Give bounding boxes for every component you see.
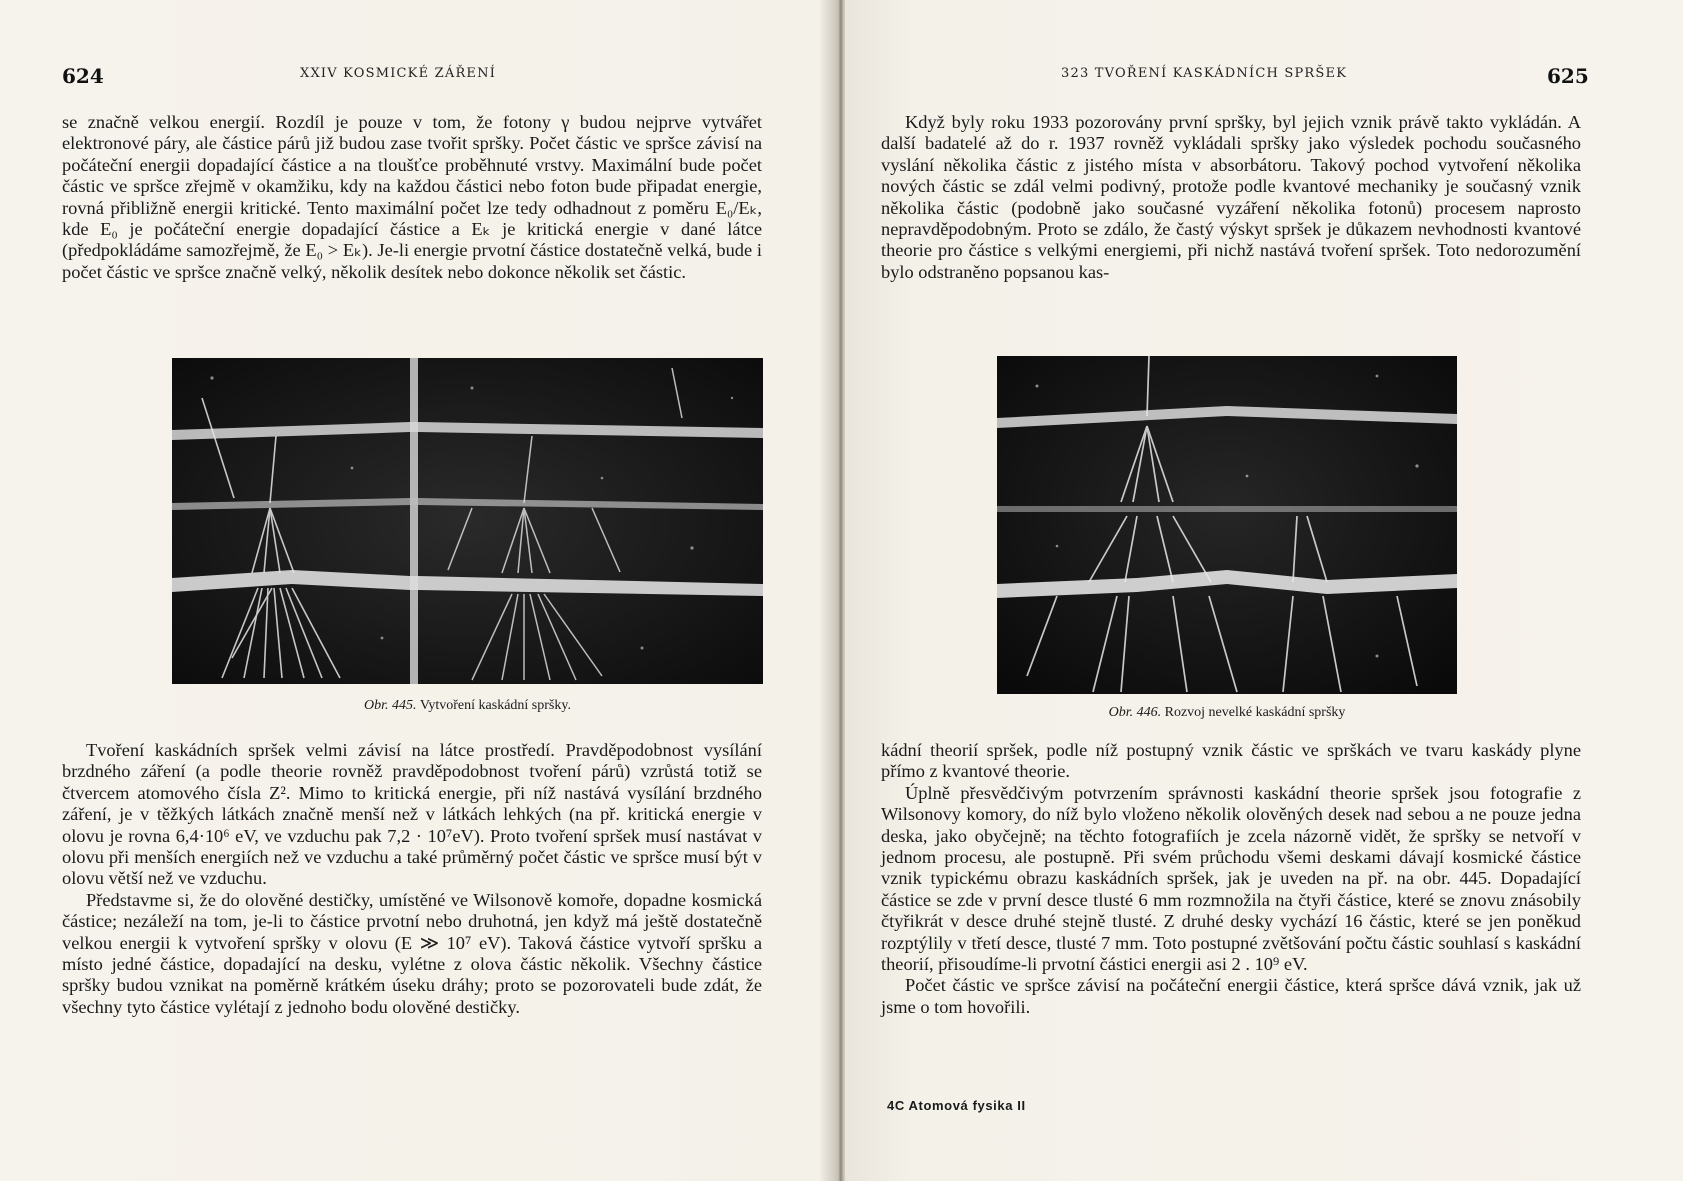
right-text-bottom	[881, 740, 1581, 1018]
left-page	[0, 0, 835, 1181]
figure-445-illustration	[172, 358, 763, 684]
figure-446-photo	[997, 356, 1457, 694]
figure-445-photo	[172, 358, 763, 684]
left-paragraph-1: se značně velkou energií. Rozdíl je pouze v tom, že fotony γ budou nejprve vytvářet elektronové páry, ale částice párů již budou zase tvořit spršky. Počet částic ve spršce závisí na počáteční energii dopadající částice a na tloušťce proběhnuté vrstvy. Maximální bude počet částic ve spršce zřejmě v okamžiku, kdy na každou částici nebo foton bude připadat energie, rovná přibližně energii kritické. Tento maximální počet lze tedy odhadnout z poměru E₀/Eₖ, kde E₀ je počáteční energie dopadající částice a Eₖ je kritická energie v dané látce (předpokládáme samozřejmě, že E₀ > Eₖ). Je-li energie prvotní částice dostatečně velká, bude i počet částic ve spršce značně velký, několik desítek nebo dokonce několik set částic.	[62, 112, 762, 282]
left-text-bottom	[62, 740, 762, 1018]
figure-446-caption-text: Rozvoj nevelké kaskádní spršky	[1164, 705, 1346, 720]
left-text-top	[62, 112, 762, 283]
right-paragraph-4: Počet částic ve spršce závisí na počáteční energii částice, která spršce dává vznik, jak už jsme o tom hovořili.	[881, 975, 1581, 1017]
figure-445-caption-text: Vytvoření kaskádní spršky.	[419, 698, 571, 713]
left-page-number: 624	[62, 64, 104, 88]
left-running-head: XXIV KOSMICKÉ ZÁŘENÍ	[300, 66, 497, 81]
right-page-number: 625	[1547, 64, 1589, 88]
right-paragraph-1: Když byly roku 1933 pozorovány první spršky, byl jejich vznik právě takto vykládán. A další badatelé až do r. 1937 rovněž vykládali spršky jako výsledek pochodu současného vyslání několika částic z jistého místa v absorbátoru. Takový pochod vytvoření několika nových částic se zdál velmi podivný, protože podle kvantové mechaniky je současný vznik několika částic (podobně jako současné vyzáření několika fotonů) procesem naprosto nepravděpodobným. Proto se zdálo, že častý výskyt spršek je důkazem nevhodnosti kvantové theorie pro částice s velkými energiemi, při nichž nastává tvoření spršek. Toto nedorozumění bylo odstraněno popsanou kas-	[881, 112, 1581, 282]
right-page	[845, 0, 1683, 1181]
figure-446-caption	[997, 705, 1457, 721]
figure-446-illustration	[997, 356, 1457, 694]
left-paragraph-3: Představme si, že do olověné destičky, umístěné ve Wilsonově komoře, dopadne kosmická částice; nezáleží na tom, je-li to částice prvotní nebo druhotná, jen když má ještě dostatečně velkou energii k vytvoření spršky v olovu (E ≫ 10⁷ eV). Taková částice vytvoří spršku a místo jedné částice, dopadající na desku, vylétne z olova částic několik. Všechny částice spršky budou vznikat na poměrně krátkém úseku dráhy; proto se pozorovateli bude zdát, že všechny tyto částice vylétají z jednoho bodu olověné destičky.	[62, 889, 762, 1017]
right-paragraph-3: Úplně přesvědčivým potvrzením správnosti kaskádní theorie spršek jsou fotografie z Wilsonovy komory, do níž bylo vloženo několik olověných desek nad sebou a ne pouze jedna deska, jako obyčejně; na těchto fotografiích je zcela názorně vidět, že spršky se netvoří v jednom procesu, ale postupně. Při svém průchodu všemi deskami dávají kosmické částice vznik typickému obrazu kaskádních spršek, jak je uveden na př. na obr. 445. Dopadající částice se zde v první desce tlusté 6 mm rozmnožila na čtyři částice, které se znovu znásobily čtyřikrát v desce druhé stejně tlusté. Z druhé desky vychází 16 částic, které se jen poněkud rozptýlily v třetí desce, tlusté 7 mm. Toto postupné zvětšování počtu částic souhlasí s kaskádní theorií, přisoudíme-li prvotní částici energii asi 2 . 10⁹ eV.	[881, 782, 1581, 975]
footer-signature: 4C Atomová fysika II	[887, 1098, 1026, 1113]
right-running-head: 323 TVOŘENÍ KASKÁDNÍCH SPRŠEK	[1061, 66, 1348, 81]
left-paragraph-2: Tvoření kaskádních spršek velmi závisí na látce prostředí. Pravděpodobnost vysílání brzdného záření (a podle theorie rovněž pravděpodobnost tvoření párů) vzrůstá totiž se čtvercem atomového čísla Z². Mimo to kritická energie, při níž nastává vysílání brzdného záření, je v těžkých látkách značně menší než v látkách lehkých (na př. kritická energie v olovu je rovna 6,4·10⁶ eV, ve vzduchu pak 7,2 · 10⁷eV). Proto tvoření spršek musí nastávat v olovu při menších energiích než ve vzduchu a také průměrný počet částic ve spršce musí být v olovu větší než ve vzduchu.	[62, 740, 762, 889]
figure-445-caption	[172, 698, 763, 714]
right-text-top	[881, 112, 1581, 283]
figure-445-label: Obr. 445.	[364, 698, 417, 713]
figure-446-label: Obr. 446.	[1108, 705, 1162, 720]
right-paragraph-2: kádní theorií spršek, podle níž postupný vznik částic ve sprškách ve tvaru kaskády plyne přímo z kvantové theorie.	[881, 740, 1581, 782]
